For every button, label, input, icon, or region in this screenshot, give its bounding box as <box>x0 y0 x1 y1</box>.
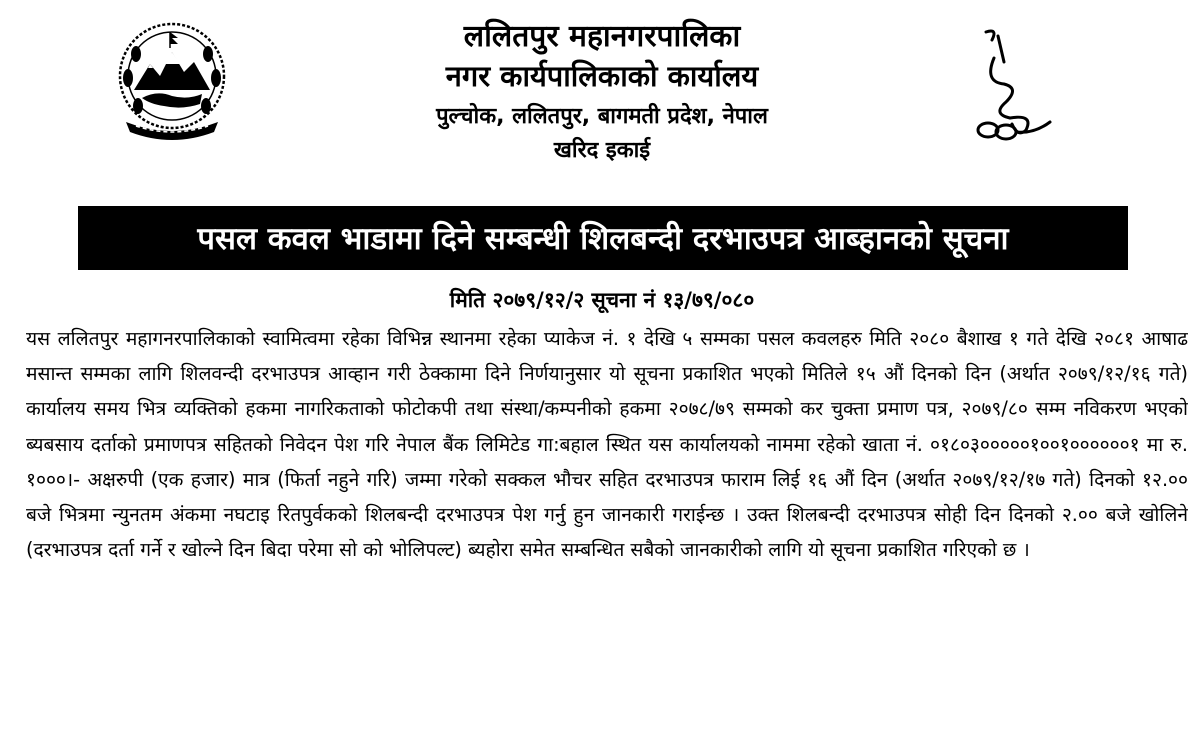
unit-name: खरिद इकाई <box>553 138 651 164</box>
org-name: ललितपुर महानगरपालिका <box>463 19 741 54</box>
notice-body-paragraph: यस ललितपुर महागनरपालिकाको स्वामित्वमा रहेका विभिन्न स्थानमा रहेका प्याकेज नं. १ देखि ५ सम्मका पसल कवलहरु मिति २०८० बैशाख १ गते देखि २०८१ आषाढ मसान्त सम्मका लागि शिलवन्दी दरभाउपत्र आव्हान गरी ठेक्कामा दिने निर्णयानुसार यो सूचना प्रकाशित भएको मितिले १५ औं दिनको दिन (अर्थात २०७९/१२/१६ गते) कार्यालय समय भित्र व्यक्तिको हकमा नागरिकताको फोटोकपी तथा संस्था/कम्पनीको हकमा २०७८/७९ सम्मको कर चुक्ता प्रमाण पत्र, २०७९/८० सम्म नविकरण भएको ब्यबसाय दर्ताको प्रमाणपत्र सहितको निवेदन पेश गरि नेपाल बैंक लिमिटेड गा:बहाल स्थित यस कार्यालयको नाममा रहेको खाता नं. ०१८०३०००००१००१००००००१ मा रु. १०००।- अक्षरुपी (एक हजार) मात्र (फिर्ता नहुने गरि) जम्मा गरेको सक्कल भौचर सहित दरभाउपत्र फाराम लिई १६ औं दिन (अर्थात २०७९/१२/१७ गते) दिनको १२.०० बजे भित्रमा न्युनतम अंकमा नघटाइ रितपुर्वकको शिलबन्दी दरभाउपत्र पेश गर्नु हुन जानकारी गराईन्छ । उक्त शिलबन्दी दरभाउपत्र सोही दिन दिनको २.०० बजे खोलिने (दरभाउपत्र दर्ता गर्ने र खोल्ने दिन बिदा परेमा सो को भोलिपल्ट) ब्यहोरा समेत सम्बन्धित सबैको जानकारीको लागि यो सूचना प्रकाशित गरिएको छ । <box>26 327 1188 562</box>
notice-title-banner <box>78 206 1128 270</box>
notice-title: पसल कवल भाडामा दिने सम्बन्धी शिलबन्दी दरभाउपत्र आब्हानको सूचना <box>197 221 1009 257</box>
office-address: पुल्चोक, ललितपुर, बागमती प्रदेश, नेपाल <box>436 103 768 129</box>
notice-date-reference: मिति २०७९/१२/२ सूचना नं १३/७९/०८० <box>449 288 755 312</box>
notice-body <box>26 321 1188 745</box>
office-name: नगर कार्यपालिकाको कार्यालय <box>445 59 759 93</box>
header <box>0 16 1204 163</box>
